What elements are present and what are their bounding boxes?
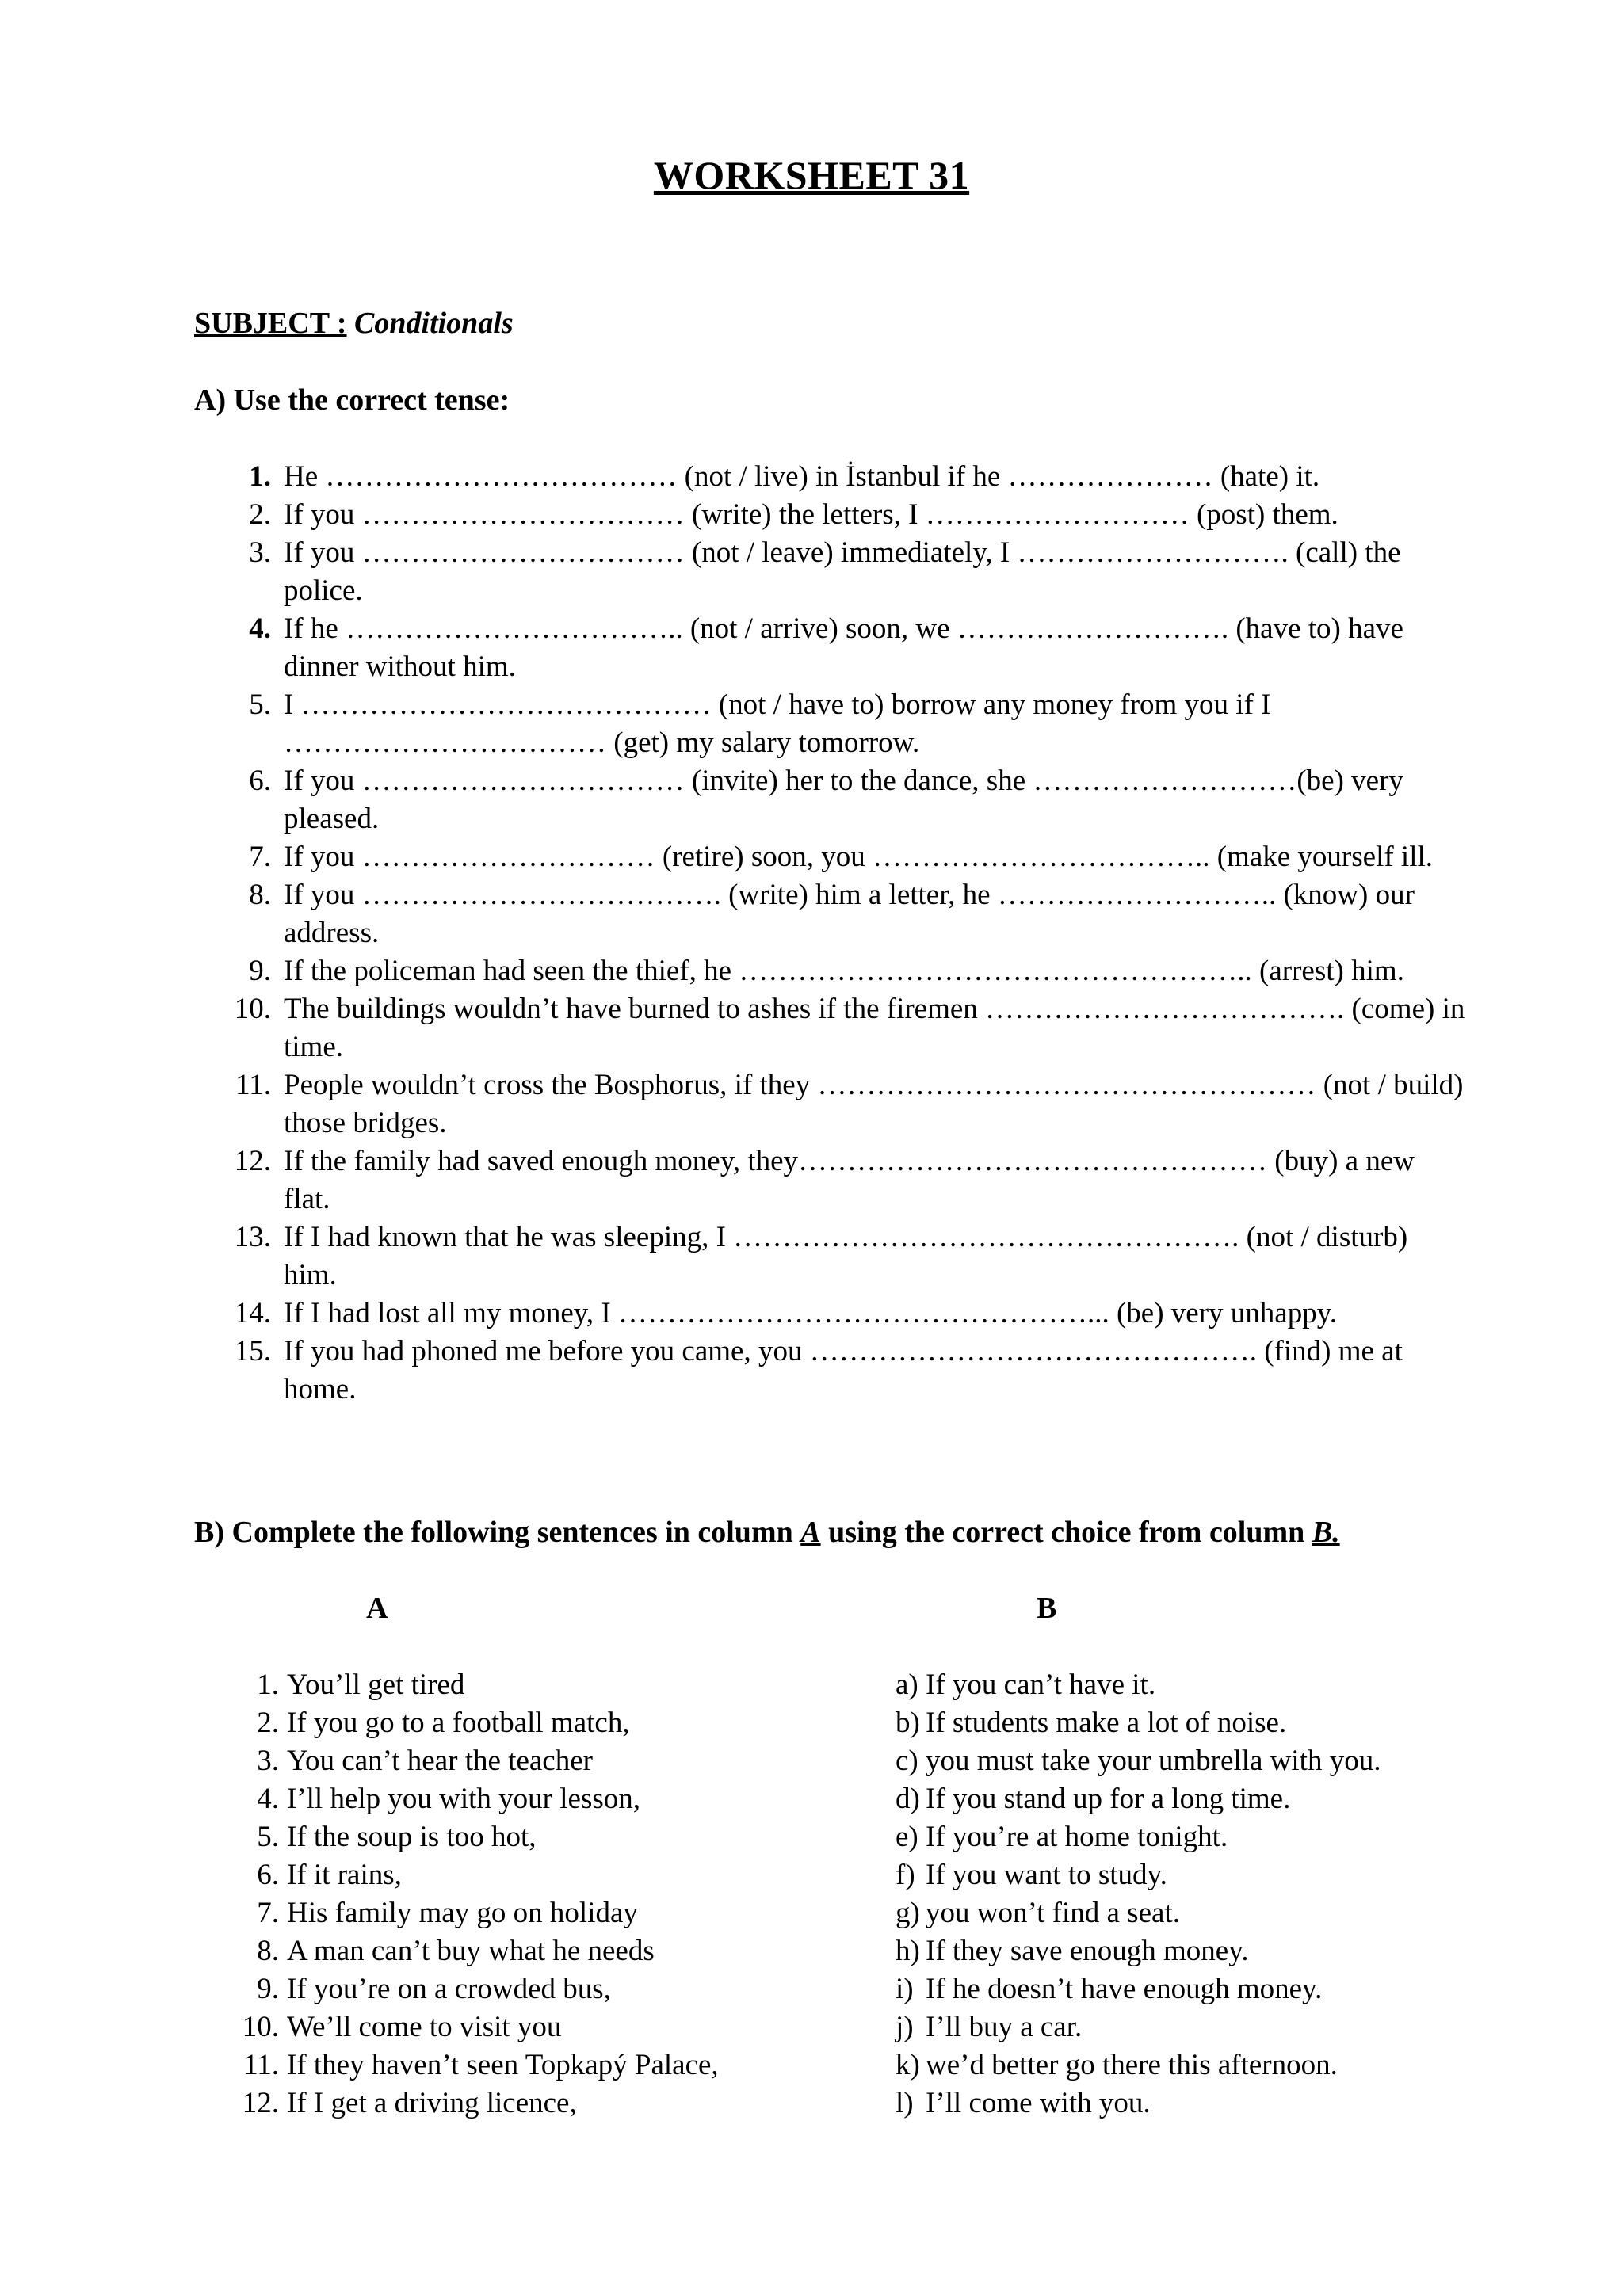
item-number: 6. [257,1859,279,1891]
item-text: If they haven’t seen Topkapý Palace, [287,2049,719,2081]
column-a-heading: A [366,1592,388,1625]
column-b-item [896,1742,1381,1780]
exercise-item [230,1333,1466,1409]
item-text: If students make a lot of noise. [926,1707,1287,1739]
item-letter: h) [896,1935,920,1967]
item-number: 4. [249,612,271,645]
column-b-item [896,2084,1381,2122]
column-b-item [896,1780,1381,1818]
section-b-col-b-ref: B. [1312,1516,1340,1549]
item-text: We’ll come to visit you [287,2011,562,2043]
item-letter: c) [896,1745,918,1777]
item-text: If you had phoned me before you came, you ………………………………………. (find) me at home. [284,1335,1403,1405]
item-text: You can’t hear the teacher [287,1745,593,1777]
item-text: If the policeman had seen the thief, he …………………………………………….. (arrest) him. [284,955,1404,987]
item-number: 6. [249,765,271,797]
column-b-list [896,1666,1381,2122]
column-a-item [238,1856,719,1894]
item-text: If you go to a football match, [287,1707,630,1739]
exercise-item [230,686,1466,762]
column-a-item [238,1742,719,1780]
exercise-item [230,952,1466,990]
column-b-item [896,1704,1381,1742]
item-number: 7. [257,1897,279,1929]
item-text: If he doesn’t have enough money. [926,1973,1323,2005]
item-number: 7. [249,841,271,873]
item-text: A man can’t buy what he needs [287,1935,655,1967]
exercise-item [230,1295,1466,1333]
item-text: we’d better go there this afternoon. [926,2049,1338,2081]
section-b-heading-pre: B) Complete the following sentences in column [194,1516,801,1549]
item-text: If you …………………………… (not / leave) immediately, I ………………………. (call) the police. [284,536,1401,607]
item-number: 15. [234,1335,271,1367]
item-text: I’ll buy a car. [926,2011,1083,2043]
column-b-item [896,1666,1381,1704]
item-number: 10. [234,993,271,1025]
exercise-item [230,1142,1466,1219]
item-text: He ……………………………… (not / live) in İstanbul if he ………………… (hate) it. [284,460,1320,493]
item-number: 3. [249,536,271,569]
item-text: If you ………………………… (retire) soon, you …………………………….. (make yourself ill. [284,841,1434,873]
item-text: If I get a driving licence, [287,2087,577,2119]
item-number: 2. [249,498,271,531]
column-b-item [896,1970,1381,2008]
item-number: 2. [257,1707,279,1739]
item-text: I’ll come with you. [926,2087,1151,2119]
item-text: you must take your umbrella with you. [926,1745,1381,1777]
item-number: 10. [242,2011,279,2043]
column-a-item [238,1818,719,1856]
column-b-item [896,1932,1381,1970]
item-letter: a) [896,1669,918,1701]
item-letter: i) [896,1973,914,2005]
item-number: 4. [257,1783,279,1815]
exercise-item [230,876,1466,952]
item-text: If the family had saved enough money, they………………………………………… (buy) a new flat. [284,1145,1415,1215]
item-text: If you’re on a crowded bus, [287,1973,611,2005]
exercise-item [230,990,1466,1066]
column-a-list [238,1666,719,2122]
item-number: 1. [249,460,271,493]
item-letter: l) [896,2087,914,2119]
item-text: The buildings wouldn’t have burned to ashes if the firemen ………………………………. (come) in time. [284,993,1465,1063]
worksheet-title: WORKSHEET 31 [653,153,970,197]
item-letter: b) [896,1707,920,1739]
exercise-item [230,610,1466,686]
item-text: If it rains, [287,1859,402,1891]
exercise-item [230,762,1466,838]
item-number: 8. [257,1935,279,1967]
item-text: If you ………………………………. (write) him a letter, he ……………………….. (know) our address. [284,879,1415,949]
item-text: You’ll get tired [287,1669,465,1701]
column-b-item [896,2046,1381,2084]
item-number: 8. [249,879,271,911]
item-number: 5. [257,1821,279,1853]
item-number: 12. [234,1145,271,1177]
column-b-item [896,1856,1381,1894]
item-text: His family may go on holiday [287,1897,638,1929]
section-b-heading [194,1515,1340,1550]
exercise-item [230,1219,1466,1295]
item-text: If I had known that he was sleeping, I ……………………………………………. (not / disturb) him. [284,1221,1408,1291]
exercise-item [230,1066,1466,1142]
item-number: 9. [249,955,271,987]
item-number: 9. [257,1973,279,2005]
column-b-item [896,2008,1381,2046]
item-text: If I had lost all my money, I …………………………………………... (be) very unhappy. [284,1297,1338,1329]
section-b-col-a-ref: A [800,1516,821,1549]
column-b-item [896,1894,1381,1932]
item-number: 11. [243,2049,279,2081]
item-number: 14. [234,1297,271,1329]
item-text: People wouldn’t cross the Bosphorus, if they …………………………………………… (not / build) those bridges. [284,1069,1464,1139]
column-a-item [238,1970,719,2008]
item-number: 1. [257,1669,279,1701]
item-text: If they save enough money. [926,1935,1249,1967]
item-number: 12. [242,2087,279,2119]
column-a-item [238,1666,719,1704]
subject-line [194,306,514,341]
exercise-item [230,496,1466,534]
item-letter: j) [896,2011,914,2043]
item-text: If you …………………………… (invite) her to the dance, she ………………………(be) very pleased. [284,765,1403,835]
item-text: If you want to study. [926,1859,1167,1891]
item-text: If you …………………………… (write) the letters, I ……………………… (post) them. [284,498,1338,531]
item-letter: g) [896,1897,920,1929]
exercise-item [230,838,1466,876]
section-a-list [230,458,1466,1409]
item-text: I’ll help you with your lesson, [287,1783,641,1815]
column-a-item [238,1780,719,1818]
section-b-heading-mid: using the correct choice from column [820,1516,1312,1549]
item-letter: d) [896,1783,920,1815]
item-letter: f) [896,1859,915,1891]
exercise-item [230,458,1466,496]
item-text: you won’t find a seat. [926,1897,1180,1929]
item-text: If the soup is too hot, [287,1821,537,1853]
item-number: 11. [235,1069,271,1101]
item-letter: e) [896,1821,918,1853]
column-a-item [238,2046,719,2084]
column-a-item [238,1894,719,1932]
item-letter: k) [896,2049,920,2081]
item-text: I …………………………………… (not / have to) borrow any money from you if I …………………………… (get) my salary tomorrow. [284,688,1271,759]
item-number: 5. [249,688,271,721]
column-a-item [238,2008,719,2046]
column-a-item [238,2084,719,2122]
column-b-heading: B [1037,1592,1057,1625]
item-text: If you can’t have it. [926,1669,1156,1701]
item-text: If you’re at home tonight. [926,1821,1228,1853]
column-b-item [896,1818,1381,1856]
section-a-heading: A) Use the correct tense: [194,383,510,417]
exercise-item [230,534,1466,610]
column-a-item [238,1932,719,1970]
subject-value: Conditionals [354,307,514,340]
subject-label: SUBJECT : [194,307,347,340]
item-text: If he …………………………….. (not / arrive) soon, we ………………………. (have to) have dinner without him. [284,612,1403,683]
item-text: If you stand up for a long time. [926,1783,1291,1815]
item-number: 13. [234,1221,271,1253]
column-a-item [238,1704,719,1742]
item-number: 3. [257,1745,279,1777]
